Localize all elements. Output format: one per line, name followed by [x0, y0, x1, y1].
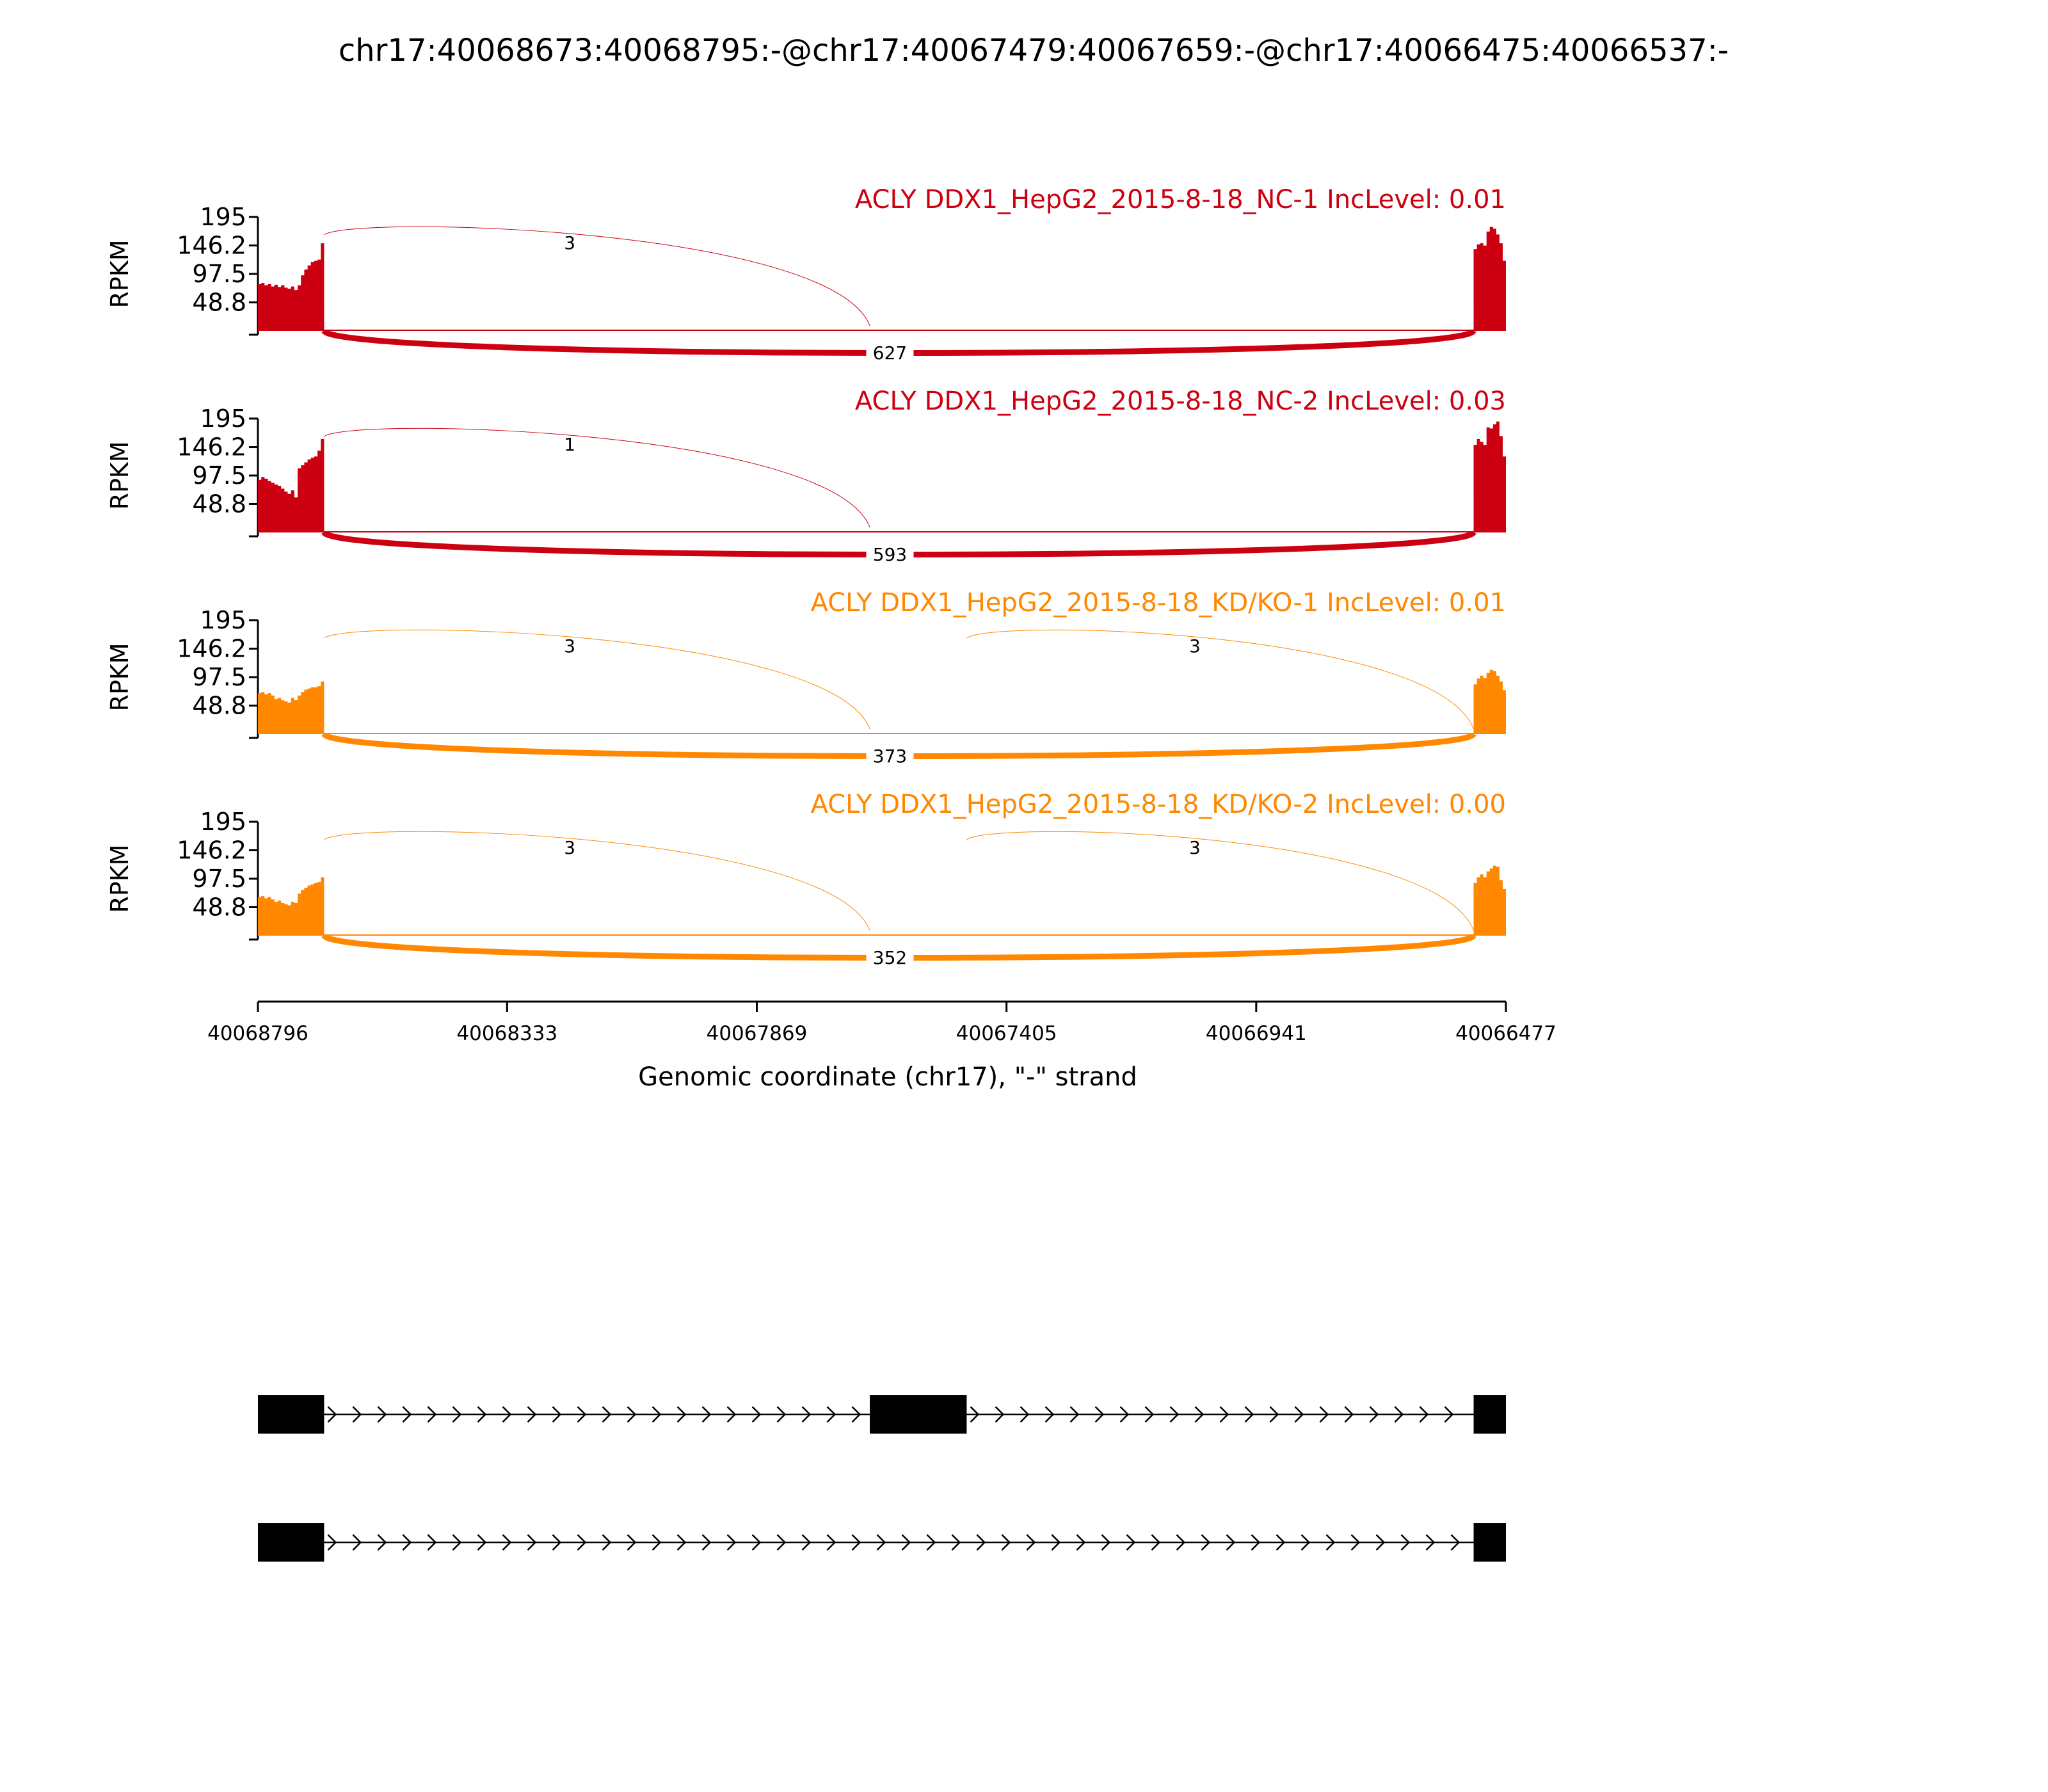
chart-title: chr17:40068673:40068795:-@chr17:40067479:40067659:-@chr17:40066475:40066537:- — [338, 33, 1729, 68]
y-tick-label: 146.2 — [177, 433, 246, 461]
junction-count-label: 3 — [564, 636, 576, 657]
sample-track — [106, 387, 1506, 566]
x-tick-label: 40066477 — [1455, 1022, 1556, 1045]
sample-label: ACLY DDX1_HepG2_2015-8-18_NC-1 IncLevel: 0.01 — [854, 185, 1506, 214]
junction-arc — [966, 831, 1473, 931]
sample-label: ACLY DDX1_HepG2_2015-8-18_NC-2 IncLevel: 0.03 — [854, 387, 1506, 416]
junction-count-label: 3 — [564, 837, 576, 858]
x-axis-label: Genomic coordinate (chr17), "-" strand — [638, 1062, 1137, 1092]
y-tick-label: 48.8 — [192, 691, 246, 720]
junction-arc — [966, 630, 1473, 729]
y-tick-label: 97.5 — [192, 461, 246, 490]
y-tick-label: 146.2 — [177, 836, 246, 865]
junction-arc — [324, 831, 870, 931]
y-tick-label: 97.5 — [192, 865, 246, 893]
junction-count-label: 1 — [564, 434, 576, 455]
y-tick-label: 97.5 — [192, 260, 246, 288]
x-tick-label: 40067869 — [706, 1022, 808, 1045]
junction-arc — [324, 428, 870, 527]
sashimi-tracks — [106, 185, 1506, 969]
y-tick-label: 195 — [200, 808, 246, 836]
exon-block — [258, 1523, 324, 1562]
y-tick-label: 146.2 — [177, 231, 246, 260]
x-axis — [207, 1002, 1556, 1045]
exon-block — [1474, 1523, 1506, 1562]
exon-block — [1474, 1395, 1506, 1434]
exon-coverage — [258, 877, 324, 936]
x-tick-label: 40068333 — [456, 1022, 558, 1045]
exon-coverage — [258, 439, 324, 532]
sample-track — [106, 185, 1506, 364]
x-tick-label: 40068796 — [207, 1022, 308, 1045]
y-tick-label: 97.5 — [192, 663, 246, 691]
isoform-model — [258, 1395, 1506, 1434]
y-axis-label: RPKM — [106, 844, 134, 913]
y-tick-label: 146.2 — [177, 634, 246, 663]
junction-count-label: 373 — [872, 746, 908, 767]
sample-label: ACLY DDX1_HepG2_2015-8-18_KD/KO-1 IncLevel: 0.01 — [810, 588, 1506, 618]
exon-block — [258, 1395, 324, 1434]
isoform-models — [258, 1395, 1506, 1562]
exon-block — [870, 1395, 966, 1434]
junction-count-label: 3 — [564, 232, 576, 253]
junction-count-label: 3 — [1188, 837, 1201, 858]
junction-arc — [324, 630, 870, 729]
x-tick-label: 40067405 — [956, 1022, 1057, 1045]
junction-count-label: 3 — [1188, 636, 1201, 657]
y-axis-label: RPKM — [106, 441, 134, 510]
y-axis-label: RPKM — [106, 643, 134, 712]
exon-coverage — [1474, 227, 1507, 332]
sample-track — [106, 790, 1506, 969]
junction-count-label: 352 — [872, 947, 908, 968]
exon-coverage — [258, 682, 324, 734]
exon-coverage — [1474, 422, 1507, 532]
exon-coverage — [1474, 670, 1507, 734]
sample-label: ACLY DDX1_HepG2_2015-8-18_KD/KO-2 IncLevel: 0.00 — [810, 790, 1506, 819]
isoform-model — [258, 1523, 1506, 1562]
y-tick-label: 48.8 — [192, 288, 246, 317]
junction-count-label: 627 — [872, 342, 908, 364]
y-tick-label: 48.8 — [192, 893, 246, 922]
y-tick-label: 195 — [200, 404, 246, 433]
junction-arc — [324, 227, 870, 326]
y-tick-label: 195 — [200, 606, 246, 634]
x-tick-label: 40066941 — [1205, 1022, 1307, 1045]
sample-track — [106, 588, 1506, 767]
y-tick-label: 48.8 — [192, 490, 246, 518]
exon-coverage — [258, 243, 324, 331]
y-axis-label: RPKM — [106, 239, 134, 308]
exon-coverage — [1474, 866, 1507, 936]
y-tick-label: 195 — [200, 203, 246, 231]
junction-count-label: 593 — [872, 544, 908, 565]
